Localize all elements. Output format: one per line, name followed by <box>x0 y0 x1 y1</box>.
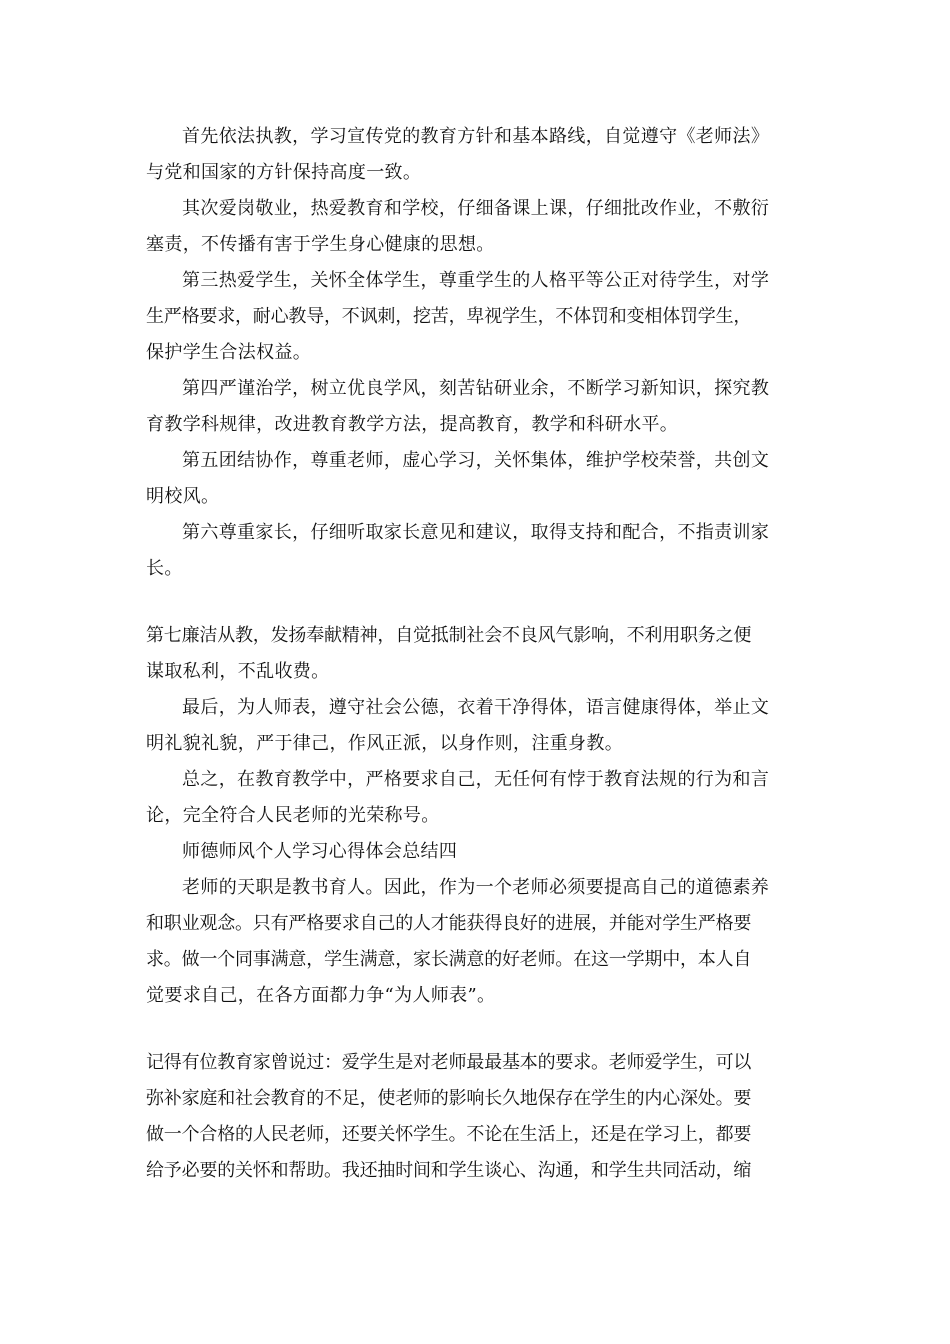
text-line: 明礼貌礼貌，严于律己，作风正派，以身作则，注重身教。 <box>146 733 624 754</box>
text-line: 弥补家庭和社会教育的不足，使老师的影响长久地保存在学生的内心深处。要 <box>146 1088 752 1109</box>
text-line: 第七廉洁从教，发扬奉献精神，自觉抵制社会不良风气影响，不利用职务之便 <box>146 625 752 646</box>
text-line: 老师的天职是教书育人。因此，作为一个老师必须要提高自己的道德素养 <box>182 877 770 898</box>
text-line: 明校风。 <box>146 486 220 507</box>
text-line: 觉要求自己，在各方面都力争“为人师表”。 <box>146 985 496 1006</box>
text-line: 给予必要的关怀和帮助。我还抽时间和学生谈心、沟通，和学生共同活动，缩 <box>146 1160 752 1181</box>
text-line: 第四严谨治学，树立优良学风，刻苦钻研业余，不断学习新知识，探究教 <box>182 378 770 399</box>
text-line: 育教学科规律，改进教育教学方法，提高教育，教学和科研水平。 <box>146 414 679 435</box>
text-line: 求。做一个同事满意，学生满意，家长满意的好老师。在这一学期中，本人自 <box>146 949 752 970</box>
text-line: 第六尊重家长，仔细听取家长意见和建议，取得支持和配合，不指责训家 <box>182 522 770 543</box>
text-line: 塞责，不传播有害于学生身心健康的思想。 <box>146 234 495 255</box>
text-line: 其次爱岗敬业，热爱教育和学校，仔细备课上课，仔细批改作业，不敷衍 <box>182 198 770 219</box>
text-line: 与党和国家的方针保持高度一致。 <box>146 162 422 183</box>
text-line: 第五团结协作，尊重老师，虚心学习，关怀集体，维护学校荣誉，共创文 <box>182 450 770 471</box>
text-line: 生严格要求，耐心教导，不讽刺，挖苦，卑视学生，不体罚和变相体罚学生， <box>146 306 752 327</box>
text-line: 保护学生合法权益。 <box>146 342 312 363</box>
section-heading: 师德师风个人学习心得体会总结四 <box>182 841 458 862</box>
text-line: 总之，在教育教学中，严格要求自己，无任何有悖于教育法规的行为和言 <box>182 769 770 790</box>
text-line: 最后，为人师表，遵守社会公德，衣着干净得体，语言健康得体，举止文 <box>182 697 770 718</box>
text-line: 第三热爱学生，关怀全体学生，尊重学生的人格平等公正对待学生，对学 <box>182 270 770 291</box>
text-line: 论，完全符合人民老师的光荣称号。 <box>146 805 440 826</box>
text-line: 长。 <box>146 558 183 579</box>
text-line: 和职业观念。只有严格要求自己的人才能获得良好的进展，并能对学生严格要 <box>146 913 752 934</box>
text-line: 记得有位教育家曾说过：爱学生是对老师最最基本的要求。老师爱学生，可以 <box>146 1052 752 1073</box>
text-line: 做一个合格的人民老师，还要关怀学生。不论在生活上，还是在学习上，都要 <box>146 1124 752 1145</box>
text-line: 谋取私利，不乱收费。 <box>146 661 330 682</box>
text-line: 首先依法执教，学习宣传党的教育方针和基本路线，自觉遵守《老师法》 <box>182 126 770 147</box>
